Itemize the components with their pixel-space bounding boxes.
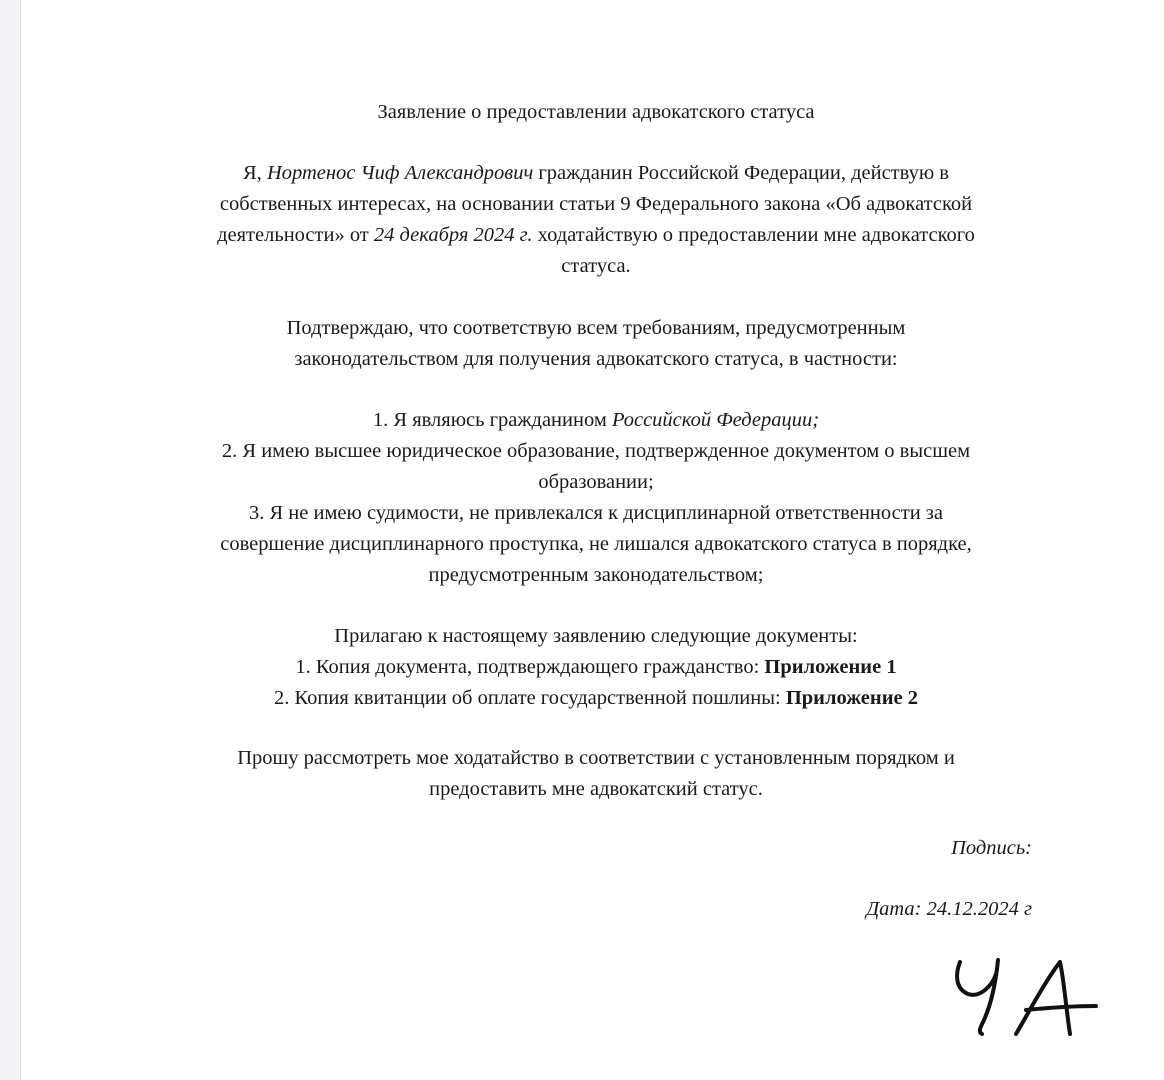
intro-text: ходатайствую о предоставлении мне адвокатского bbox=[532, 224, 975, 246]
intro-text: Я, bbox=[243, 162, 267, 184]
attachments-heading: Прилагаю к настоящему заявлению следующие документы: bbox=[334, 625, 858, 647]
title-text: Заявление о предоставлении адвокатского статуса bbox=[377, 101, 815, 123]
handwritten-signature bbox=[946, 950, 1106, 1045]
confirm-line-2: законодательством для получения адвокатского статуса, в частности: bbox=[294, 348, 898, 370]
viewer-left-gutter bbox=[0, 0, 21, 1080]
confirm-line-1: Подтверждаю, что соответствую всем требованиям, предусмотренным bbox=[286, 317, 906, 339]
intro-text: гражданин Российской Федерации, действую в bbox=[533, 162, 949, 184]
intro-line-2: собственных интересах, на основании статьи 9 Федерального закона «Об адвокатской bbox=[219, 193, 973, 215]
requirement-item-3-line-1: 3. Я не имею судимости, не привлекался к дисциплинарной ответственности за bbox=[248, 502, 944, 524]
attachment-label: Приложение 2 bbox=[785, 687, 919, 709]
date-label: Дата: 24.12.2024 г bbox=[866, 898, 1032, 920]
document-title bbox=[21, 97, 1164, 128]
applicant-name: Нортенос Чиф Александрович bbox=[266, 162, 534, 184]
intro-line-1 bbox=[21, 158, 1164, 189]
attachment-text: 1. Копия документа, подтверждающего гражданство: bbox=[295, 656, 765, 678]
intro-paragraph bbox=[21, 158, 1164, 282]
intro-line-4: статуса. bbox=[561, 255, 631, 277]
attachment-item-1 bbox=[21, 652, 1164, 683]
signature-label: Подпись: bbox=[951, 837, 1032, 859]
requirement-item-1 bbox=[21, 405, 1164, 436]
document-page bbox=[21, 0, 1164, 1080]
requirement-item-2-line-1: 2. Я имею высшее юридическое образование, подтвержденное документом о высшем bbox=[221, 440, 971, 462]
requirement-item-3-line-3: предусмотренным законодательством; bbox=[428, 564, 764, 586]
confirm-paragraph bbox=[21, 313, 1164, 375]
requirement-text: 1. Я являюсь гражданином bbox=[372, 409, 612, 431]
requirements-list bbox=[21, 405, 1164, 591]
requirement-item-2-line-2: образовании; bbox=[538, 471, 654, 493]
intro-text: деятельности» от bbox=[217, 224, 374, 246]
request-line-1: Прошу рассмотреть мое ходатайство в соответствии с установленным порядком и bbox=[237, 747, 955, 769]
request-paragraph bbox=[21, 743, 1164, 805]
attachment-item-2 bbox=[21, 683, 1164, 714]
requirement-item-3-line-2: совершение дисциплинарного проступка, не лишался адвокатского статуса в порядке, bbox=[220, 533, 972, 555]
law-date: 24 декабря 2024 г. bbox=[373, 224, 533, 246]
intro-line-3 bbox=[21, 220, 1164, 251]
requirement-country: Российской Федерации; bbox=[611, 409, 820, 431]
attachment-label: Приложение 1 bbox=[764, 656, 897, 678]
attachment-text: 2. Копия квитанции об оплате государственной пошлины: bbox=[273, 687, 786, 709]
request-line-2: предоставить мне адвокатский статус. bbox=[429, 778, 763, 800]
attachments-section bbox=[21, 621, 1164, 714]
